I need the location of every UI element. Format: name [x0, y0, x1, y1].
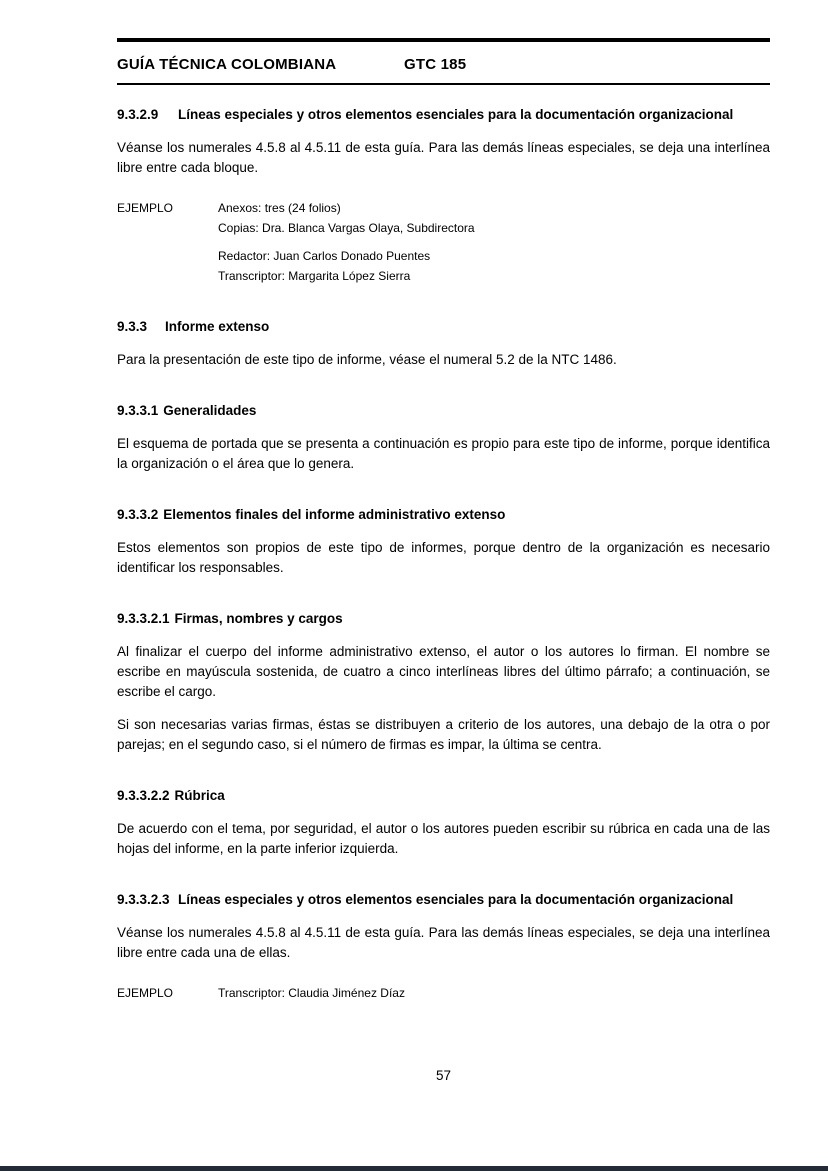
example-line: Transcriptor: Claudia Jiménez Díaz — [218, 986, 405, 1000]
section-title: Rúbrica — [174, 788, 225, 803]
section-title: Firmas, nombres y cargos — [174, 611, 343, 626]
header-row — [117, 42, 770, 83]
paragraph: Para la presentación de este tipo de informe, véase el numeral 5.2 de la NTC 1486. — [117, 352, 617, 367]
example-line: Copias: Dra. Blanca Vargas Olaya, Subdirectora — [218, 221, 475, 235]
header-title: GUÍA TÉCNICA COLOMBIANA — [117, 56, 337, 73]
section-title: Líneas especiales y otros elementos esenciales para la documentación organizacional — [178, 892, 734, 907]
section-heading-9-3-3-1 — [117, 400, 770, 421]
section-number: 9.3.3.1 — [117, 403, 159, 418]
section-number: 9.3.3.2.1 — [117, 611, 170, 626]
paragraph: Véanse los numerales 4.5.8 al 4.5.11 de esta guía. Para las demás líneas especiales, se deja una interlínea libre entre cada bloque. — [117, 140, 770, 175]
page-header — [0, 38, 828, 85]
section-heading-9-3-3-2-1 — [117, 608, 770, 629]
section-number: 9.3.3.2 — [117, 507, 159, 522]
section-number: 9.3.3 — [117, 319, 148, 334]
paragraph: El esquema de portada que se presenta a continuación es propio para este tipo de informe, porque identifica la organización o el área que lo genera. — [117, 436, 770, 471]
section-title: Generalidades — [163, 403, 257, 418]
viewer-bottom-bar — [0, 1166, 828, 1171]
example-line: Transcriptor: Margarita López Sierra — [218, 269, 411, 283]
paragraph: Estos elementos son propios de este tipo de informes, porque dentro de la organización es necesario identificar los responsables. — [117, 540, 770, 575]
section-title: Líneas especiales y otros elementos esenciales para la documentación organizacional — [178, 107, 734, 122]
example-block-2 — [117, 983, 770, 1003]
header-code: GTC 185 — [404, 56, 467, 73]
section-number: 9.3.3.2.2 — [117, 788, 170, 803]
section-number: 9.3.3.2.3 — [117, 892, 170, 907]
example-label: EJEMPLO — [117, 986, 174, 1000]
section-heading-9-3-3-2-2 — [117, 785, 770, 806]
paragraph: Al finalizar el cuerpo del informe administrativo extenso, el autor o los autores lo firman. El nombre se escribe en mayúscula sostenida, de cuatro a cinco interlíneas libres del último párrafo; a continuación, se escribe el cargo. — [117, 644, 770, 699]
section-title: Elementos finales del informe administrativo extenso — [163, 507, 506, 522]
example-body — [218, 983, 770, 1003]
page-footer — [117, 1068, 770, 1083]
section-title: Informe extenso — [165, 319, 270, 334]
section-heading-9-3-3-2-3 — [117, 889, 770, 910]
example-block-1 — [117, 198, 770, 286]
example-label: EJEMPLO — [117, 201, 174, 215]
document-content — [0, 85, 828, 1003]
page-number: 57 — [435, 1068, 452, 1083]
paragraph: Si son necesarias varias firmas, éstas se distribuyen a criterio de los autores, una debajo de la otra o por parejas; en el segundo caso, si el número de firmas es impar, la última se centra. — [117, 717, 770, 752]
section-heading-9-3-2-9 — [117, 104, 770, 125]
section-heading-9-3-3-2 — [117, 504, 770, 525]
section-number: 9.3.2.9 — [117, 107, 159, 122]
example-gap — [218, 238, 770, 246]
example-line: Anexos: tres (24 folios) — [218, 201, 341, 215]
example-body — [218, 198, 770, 286]
example-line: Redactor: Juan Carlos Donado Puentes — [218, 249, 431, 263]
paragraph: De acuerdo con el tema, por seguridad, el autor o los autores pueden escribir su rúbrica en cada una de las hojas del informe, en la parte inferior izquierda. — [117, 821, 770, 856]
section-heading-9-3-3 — [117, 316, 770, 337]
paragraph: Véanse los numerales 4.5.8 al 4.5.11 de esta guía. Para las demás líneas especiales, se deja una interlínea libre entre cada una de ellas. — [117, 925, 770, 960]
